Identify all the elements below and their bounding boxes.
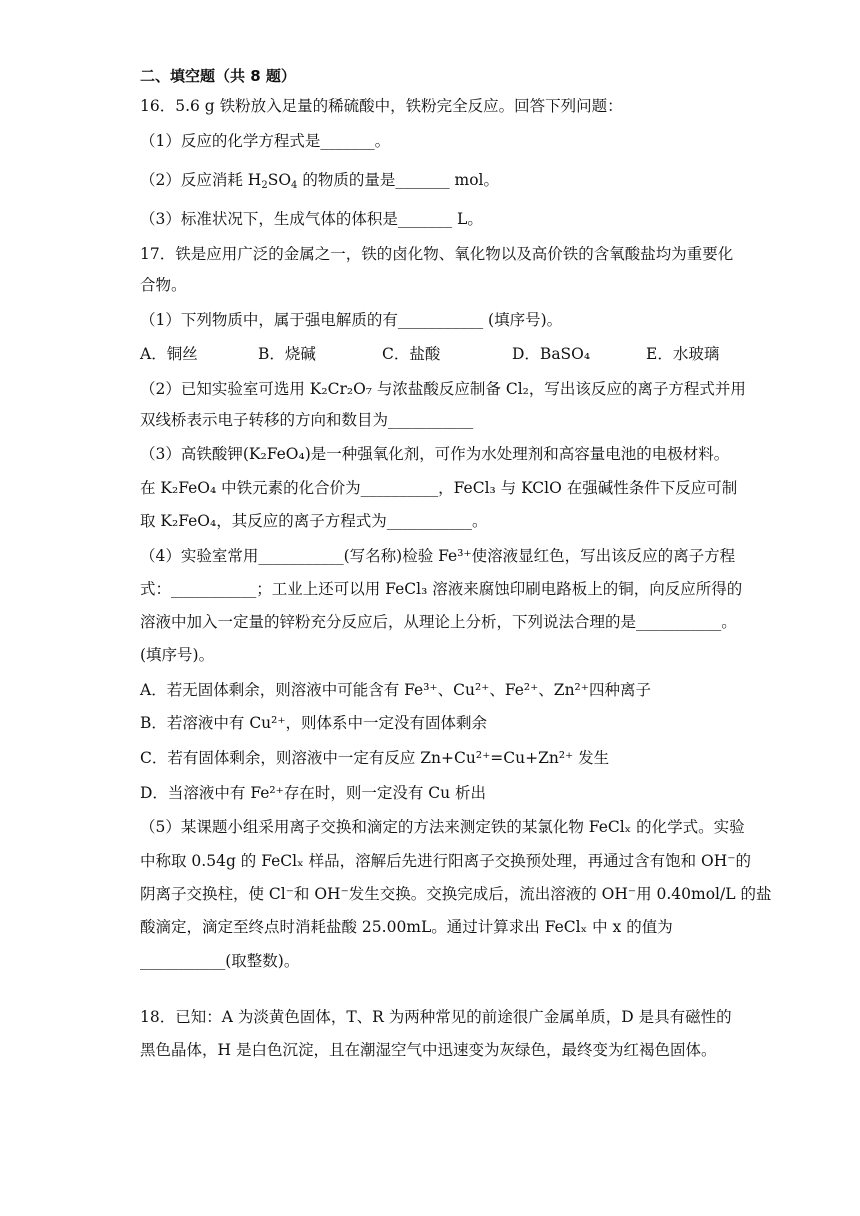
h2so4-formula: $H_2SO_4$ [247,171,298,191]
q17-stem-line2: 合物。 [140,276,187,294]
q17-part1-options [140,344,720,364]
q17-part4-line3: 溶液中加入一定量的锌粉充分反应后，从理论上分析，下列说法合理的是___________。 [140,613,737,631]
section-title: 二、填空题（共 8 题） [140,67,296,85]
q17-option-a: A．若无固体剩余，则溶液中可能含有 Fe³⁺、Cu²⁺、Fe²⁺、Zn²⁺四种离子 [140,681,651,699]
q17-option-d: D．当溶液中有 Fe²⁺存在时，则一定没有 Cu 析出 [140,784,487,802]
option-a: A．铜丝 [140,345,198,363]
q17-stem-line1: 17．铁是应用广泛的金属之一，铁的卤化物、氧化物以及高价铁的含氧酸盐均为重要化 [140,245,734,263]
q17-part2-line1: （2）已知实验室可选用 K₂Cr₂O₇ 与浓盐酸反应制备 Cl₂，写出该反应的离子方程式并用 [140,380,746,398]
q16-part1: （1）反应的化学方程式是_______。 [140,132,391,150]
q17-part4-line2: 式：___________；工业上还可以用 FeCl₃ 溶液来腐蚀印刷电路板上的铜，向反应所得的 [140,580,743,598]
option-c: C．盐酸 [382,345,441,363]
option-b: B．烧碱 [258,345,316,363]
q18-line2: 黑色晶体，H 是白色沉淀，且在潮湿空气中迅速变为灰绿色，最终变为红褐色固体。 [140,1041,717,1059]
q17-option-b: B．若溶液中有 Cu²⁺，则体系中一定没有固体剩余 [140,714,488,732]
q17-part5-line5: ___________(取整数)。 [140,952,300,970]
q16-stem: 16．5.6 g 铁粉放入足量的稀硫酸中，铁粉完全反应。回答下列问题： [140,97,623,115]
q17-part5-line1: （5）某课题小组采用离子交换和滴定的方法来测定铁的某氯化物 FeClₓ 的化学式。实验 [140,818,745,836]
q17-part3-line1: （3）高铁酸钾(K₂FeO₄)是一种强氧化剂，可作为水处理剂和高容量电池的电极材料。 [140,445,730,463]
q16-part3: （3）标准状况下，生成气体的体积是_______ L。 [140,210,483,228]
q17-part5-line2: 中称取 0.54g 的 FeClₓ 样品，溶解后先进行阳离子交换预处理，再通过含有饱和 OH⁻的 [140,852,751,870]
q16-part2-pre: （2）反应消耗 [140,171,248,189]
q17-part5-line3: 阴离子交换柱，使 Cl⁻和 OH⁻发生交换。交换完成后，流出溶液的 OH⁻用 0.40mol/L 的盐 [140,885,772,903]
q17-part3-line3: 取 K₂FeO₄，其反应的离子方程式为___________。 [140,512,488,530]
q17-option-c: C．若有固体剩余，则溶液中一定有反应 Zn+Cu²⁺=Cu+Zn²⁺ 发生 [140,749,610,767]
q17-part5-line4: 酸滴定，滴定至终点时消耗盐酸 25.00mL。通过计算求出 FeClₓ 中 x 的值为 [140,918,673,936]
q17-part4-line1: （4）实验室常用___________(写名称)检验 Fe³⁺使溶液显红色，写出该反应的离子方程 [140,547,736,565]
option-e: E．水玻璃 [646,345,720,363]
q17-part3-line2: 在 K₂FeO₄ 中铁元素的化合价为__________，FeCl₃ 与 KClO 在强碱性条件下反应可制 [140,479,738,497]
q17-part2-line2: 双线桥表示电子转移的方向和数目为___________ [140,411,474,429]
q16-part2-post: 的物质的量是_______ mol。 [297,171,499,189]
q17-part1: （1）下列物质中，属于强电解质的有___________ (填序号)。 [140,311,563,329]
q17-part4-line4: (填序号)。 [140,646,215,664]
q16-part2 [140,170,499,190]
option-d: D．BaSO₄ [512,345,591,363]
q18-line1: 18．已知：A 为淡黄色固体，T、R 为两种常见的前途很广金属单质，D 是具有磁性的 [140,1008,732,1026]
